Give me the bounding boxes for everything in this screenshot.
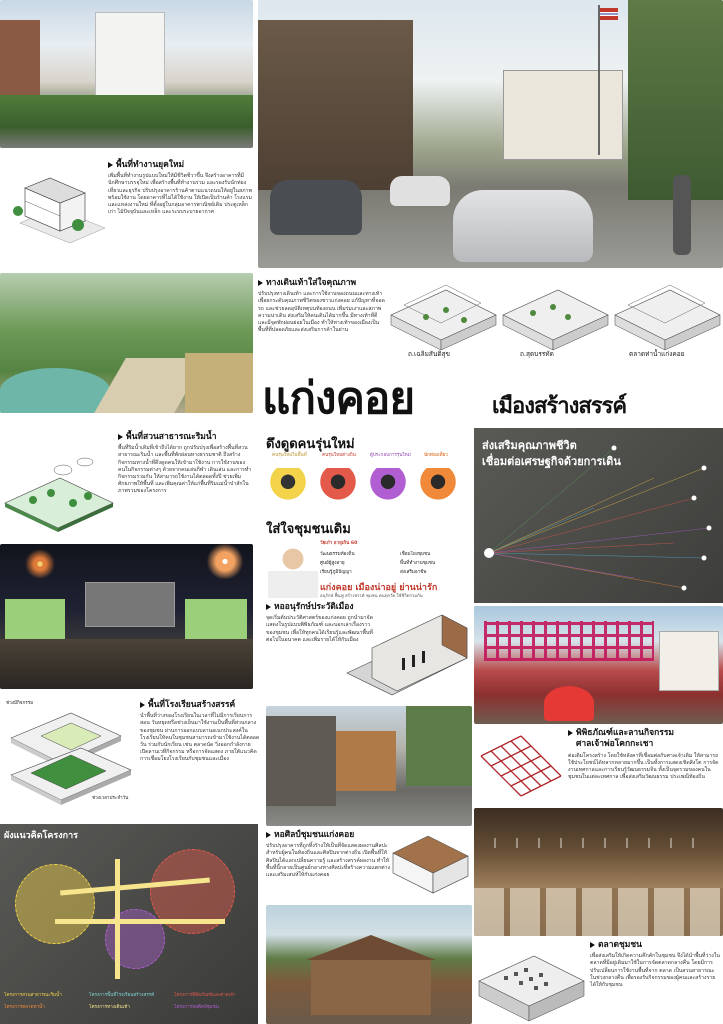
market-hall-photo (474, 808, 723, 936)
school-label-activity: ช่วงมีกิจกรรม (6, 701, 34, 706)
elder-label: วัยเก๋า อายุเกิน 60 (320, 541, 358, 546)
concept-legend (4, 992, 254, 1022)
market-body: เพื่อส่งเสริมให้เกิดความคึกคักในชุมชน จึงได้นำพื้นที่ว่างในตลาดที่มีอยู่เดิมมาใช้ในการจัดตลาดกลางคืน โดยมีการปรับเปลี่ยนการใช้งานพื้นที่จาก ตลาด เป็นสวนสาธารณะในช่วงกลางคืน เพื่อรองรับกิจกรรมของผู้คนและสร้างรายได้ให้กับชุมชน (590, 953, 720, 988)
person-label-2: คนรุ่นใหม่ต่างถิ่น (322, 453, 356, 458)
attract-heading: ดึงดูดคนรุ่นใหม่ (266, 437, 355, 452)
quality-heading-2: เชื่อมต่อเศรษฐกิจด้วยการเดิน (482, 455, 621, 468)
walkway-section (258, 278, 386, 334)
person-label-3: ผู้ประกอบการรุ่นใหม่ (370, 453, 411, 458)
workspace-heading: พื้นที่ทำงานยุคใหม่ (116, 160, 185, 170)
walkway-label-3: ตลาดท่าน้ำแก่งคอย (629, 350, 685, 358)
legend-item: โครงการพิพิธภัณฑ์และศาลเจ้า (174, 993, 236, 998)
legend-item: โครงการสวนสาธารณะริมน้ำ (4, 993, 62, 998)
walkway-body: ปรับปรุงทางเดินเท้า และการใช้งานของถนนและทางเท้า เพื่อยกระดับคุณภาพชีวิตของชาวแก่งคอย แก้ปัญหาที่จอดรถ และช่วยลดอุบัติเหตุบนท้องถนน เพิ่มร่มเงาและสภาพความน่าเดิน ส่งเสริมให้คนเดินได้มากขึ้น มีทางเท้าที่ดี และมีจุดพักผ่อนย่อยในเมือง ทำให้ทางเท้าของเมืองเป็นพื้นที่ที่ปลอดภัยและส่งเสริมการค้าในย่าน (258, 291, 385, 333)
bullet-arrow-icon (108, 162, 113, 168)
street-renovation-photo (258, 0, 723, 268)
legend-item: โครงการพื้นที่โรงเรียนสร้างสรรค์ (89, 993, 155, 998)
attract-people (266, 450, 466, 516)
art-hall-heading: หอศิลป์ชุมชนแก่งคอย (274, 830, 355, 840)
feature-item: ศูนย์ผู้สูงอายุ (320, 561, 345, 566)
walkway-heading: ทางเดินเท้าใส่ใจคุณภาพ (266, 278, 357, 288)
school-label-class: ช่วงเวลาประจำวัน (92, 796, 129, 801)
page-title: แก่งคอย (262, 373, 415, 424)
workspace-section (108, 160, 253, 216)
night-festival-photo (0, 544, 253, 689)
workspace-building-diagram (10, 173, 105, 245)
walking-network-map (474, 428, 723, 603)
shrine-heading-2: ศาลเจ้าพ่อโคกกะเชา (576, 739, 654, 750)
feature-item: วัฒนธรรมท้องถิ่น (320, 552, 355, 557)
street-building-photo (0, 0, 253, 148)
community-tagline-sub: อนุรักษ์ ฟื้นฟู สร้างสรรค์ ชุมชน คนทุกวัย ใช้ชีวิตร่วมกัน (320, 594, 423, 599)
legend-item: โครงการหอศิลป์ชุมชน (174, 1005, 219, 1010)
community-features (320, 551, 470, 577)
art-hall-body: ปรับปรุงอาคารที่ถูกทิ้งร้างให้เป็นที่จัดแสดงผลงานศิลปะ สำหรับผู้คนในท้องถิ่นและศิลปินจากต่างถิ่น เปิดพื้นที่ให้ศิลปินได้แลกเปลี่ยนความรู้ และสร้างสรรค์ผลงาน ทำให้พื้นที่นี้กลายเป็นศูนย์กลางทางศิลปะที่สร้างความแตกต่างและเสริมเสน่ห์ให้กับแก่งคอย (266, 843, 391, 878)
bullet-arrow-icon (118, 434, 123, 440)
art-hall-photo (266, 905, 472, 1024)
shrine-section (568, 728, 720, 781)
school-section (140, 700, 260, 763)
legend-item: โครงการทางเดินเท้า (89, 1005, 130, 1010)
bullet-arrow-icon (266, 604, 271, 610)
riverside-body: พื้นที่ริมน้ำเดิมที่เข้าถึงได้ยาก ถูกปรับปรุงเพื่อสร้างพื้นที่สวนสาธารณะริมน้ำ และพื้นที่พักผ่อนทางธรรมชาติ ถึงสร้างกิจกรรมทางน้ำที่ดึงดูดคนให้เข้ามาใช้งาน การใช้งานของคนในกิจกรรมต่างๆ ด้วยจากคนเล่นกีฬา เดินเล่น และการทำกิจกรรมร่วมกัน ให้สามารถใช้งานได้ตลอดทั้งปี ช่วยเพิ่มศักยภาพให้พื้นที่ และเพิ่มคุณค่าให้แก่พื้นที่ริมแม่น้ำป่าสักในภาพรวมของโครงการ (118, 445, 252, 494)
page-subtitle: เมืองสร้างสรรค์ (492, 394, 627, 419)
history-hall-diagram (342, 603, 472, 700)
community-tagline: แก่งคอย เมืองน่าอยู่ ย่านน่ารัก (320, 583, 438, 593)
concept-heading: ผังแนวคิดโครงการ (4, 831, 78, 841)
bullet-arrow-icon (266, 832, 271, 838)
history-hall-heading: หออนุรักษ์ประวัติเมือง (274, 602, 354, 612)
elder-portrait (268, 538, 318, 598)
riverside-heading: พื้นที่สวนสาธารณะริมน้ำ (126, 432, 217, 442)
art-hall-section (266, 830, 396, 879)
feature-item: พื้นที่ทำงานชุมชน (400, 561, 436, 566)
bullet-arrow-icon (140, 702, 145, 708)
workspace-body: เพิ่มพื้นที่ทำงานรูปแบบใหม่ให้มีชีวิตชีวาขึ้น จึงสร้างอาคารที่มีนักศึกษาบรรจุใหม่ เพื่อสร้างพื้นที่ทำงานร่วม และรองรับนักท่องเที่ยวและธุรกิจ ปรับปรุงอาคารร้านค้าตามแนวถนนให้อยู่ในสภาพพร้อมใช้งาน โดยอาคารที่ไม่ได้ใช้งาน ให้เปิดเป็นร้านค้า โรงแรมและแหล่งงานใหม่ ที่ตั้งอยู่ในกลุ่มอาคารพาณิชย์เดิม ประตูเหล็กเก่า ไม้ปัจจุบันและเหล็ก และระบบระบายอากาศ (108, 173, 252, 215)
school-heading: พื้นที่โรงเรียนสร้างสรรค์ (148, 700, 236, 710)
history-hall-photo (266, 706, 472, 826)
feature-item: เรียนรู้ภูมิปัญญา (320, 570, 352, 575)
shrine-heading-1: พิพิธภัณฑ์และลานกิจกรรม (576, 728, 674, 738)
shrine-body: ต่อเติมโครงสร้าง โดยใช้หลังคาที่เชื่อมต่อกับศาลเจ้าเดิม ให้สามารถใช้ประโยชน์ได้หลากหลายมากขึ้น เป็นทั้งการแสดงเชิดสิงโต การจัดงานเทศกาลและการเรียนรู้วัฒนธรรมจีน ทั้งเป็นจุดรวมของคนในชุมชนในแต่ละเทศกาล เพื่อส่งเสริมวัฒนธรรม ประเพณีท้องถิ่น (568, 752, 719, 780)
walkway-diagrams (386, 275, 723, 370)
community-heading: ใส่ใจชุมชนเดิม (266, 522, 351, 537)
market-diagram (474, 936, 589, 1024)
market-heading: ตลาดชุมชน (598, 940, 642, 950)
riverside-walkway-photo (0, 273, 253, 413)
feature-item: เชื่อมโยงชุมชน (400, 552, 431, 557)
shrine-pavilion-photo (474, 606, 723, 724)
person-label-4: นักท่องเที่ยว (424, 453, 448, 458)
school-body: นำพื้นที่ว่างของโรงเรียนในเวลาที่ไม่มีการเรียนการสอน วันหยุดหรือช่วงเย็นมาใช้งานเป็นพื้นที่ส่วนกลางของชุมชน ผ่านการออกแบบลานอเนกประสงค์ในโรงเรียนให้คนในชุมชนสามารถเข้ามาใช้งานได้ตลอดวัน ร่วมกับนักเรียน เช่น ตลาดนัด วิ่งออกกำลังกาย เปิดลานเวทีกิจกรรม หรือการจัดแสดง ภายใต้แนวคิดการเชื่อมโยงโรงเรียนกับชุมชนและเมือง (140, 713, 260, 762)
riverside-park-diagram (3, 448, 115, 533)
riverside-section (118, 432, 253, 495)
bullet-arrow-icon (590, 942, 595, 948)
walkway-label-2: ถ.สุดบรรทัด (520, 350, 554, 358)
bullet-arrow-icon (568, 730, 573, 736)
shrine-structure-diagram (476, 726, 566, 806)
history-hall-body: จุดเริ่มต้นประวัติศาสตร์ของแก่งคอย ถูกนำมาจัดแสดงในรูปแบบพิพิธภัณฑ์ และบอกเล่าเรื่องราวของชุมชน เพื่อให้ทุกคนได้เรียนรู้และพัฒนาพื้นที่ต่อไปในอนาคต และเพิ่มรายได้ให้กับเมือง (266, 615, 373, 643)
quality-heading-1: ส่งเสริมคุณภาพชีวิต (482, 439, 577, 452)
art-hall-diagram (388, 828, 472, 900)
person-label-1: คนรุ่นใหม่ในพื้นที่ (272, 453, 307, 458)
concept-plan-map (0, 824, 258, 1024)
market-section (590, 940, 720, 989)
bullet-arrow-icon (258, 280, 263, 286)
feature-item: ส่งเสริมอาชีพ (400, 570, 427, 575)
walkway-label-1: ถ.เฉลิมสันติสุข (408, 350, 450, 358)
legend-item: โครงการตลาดท่าน้ำ (4, 1005, 45, 1010)
